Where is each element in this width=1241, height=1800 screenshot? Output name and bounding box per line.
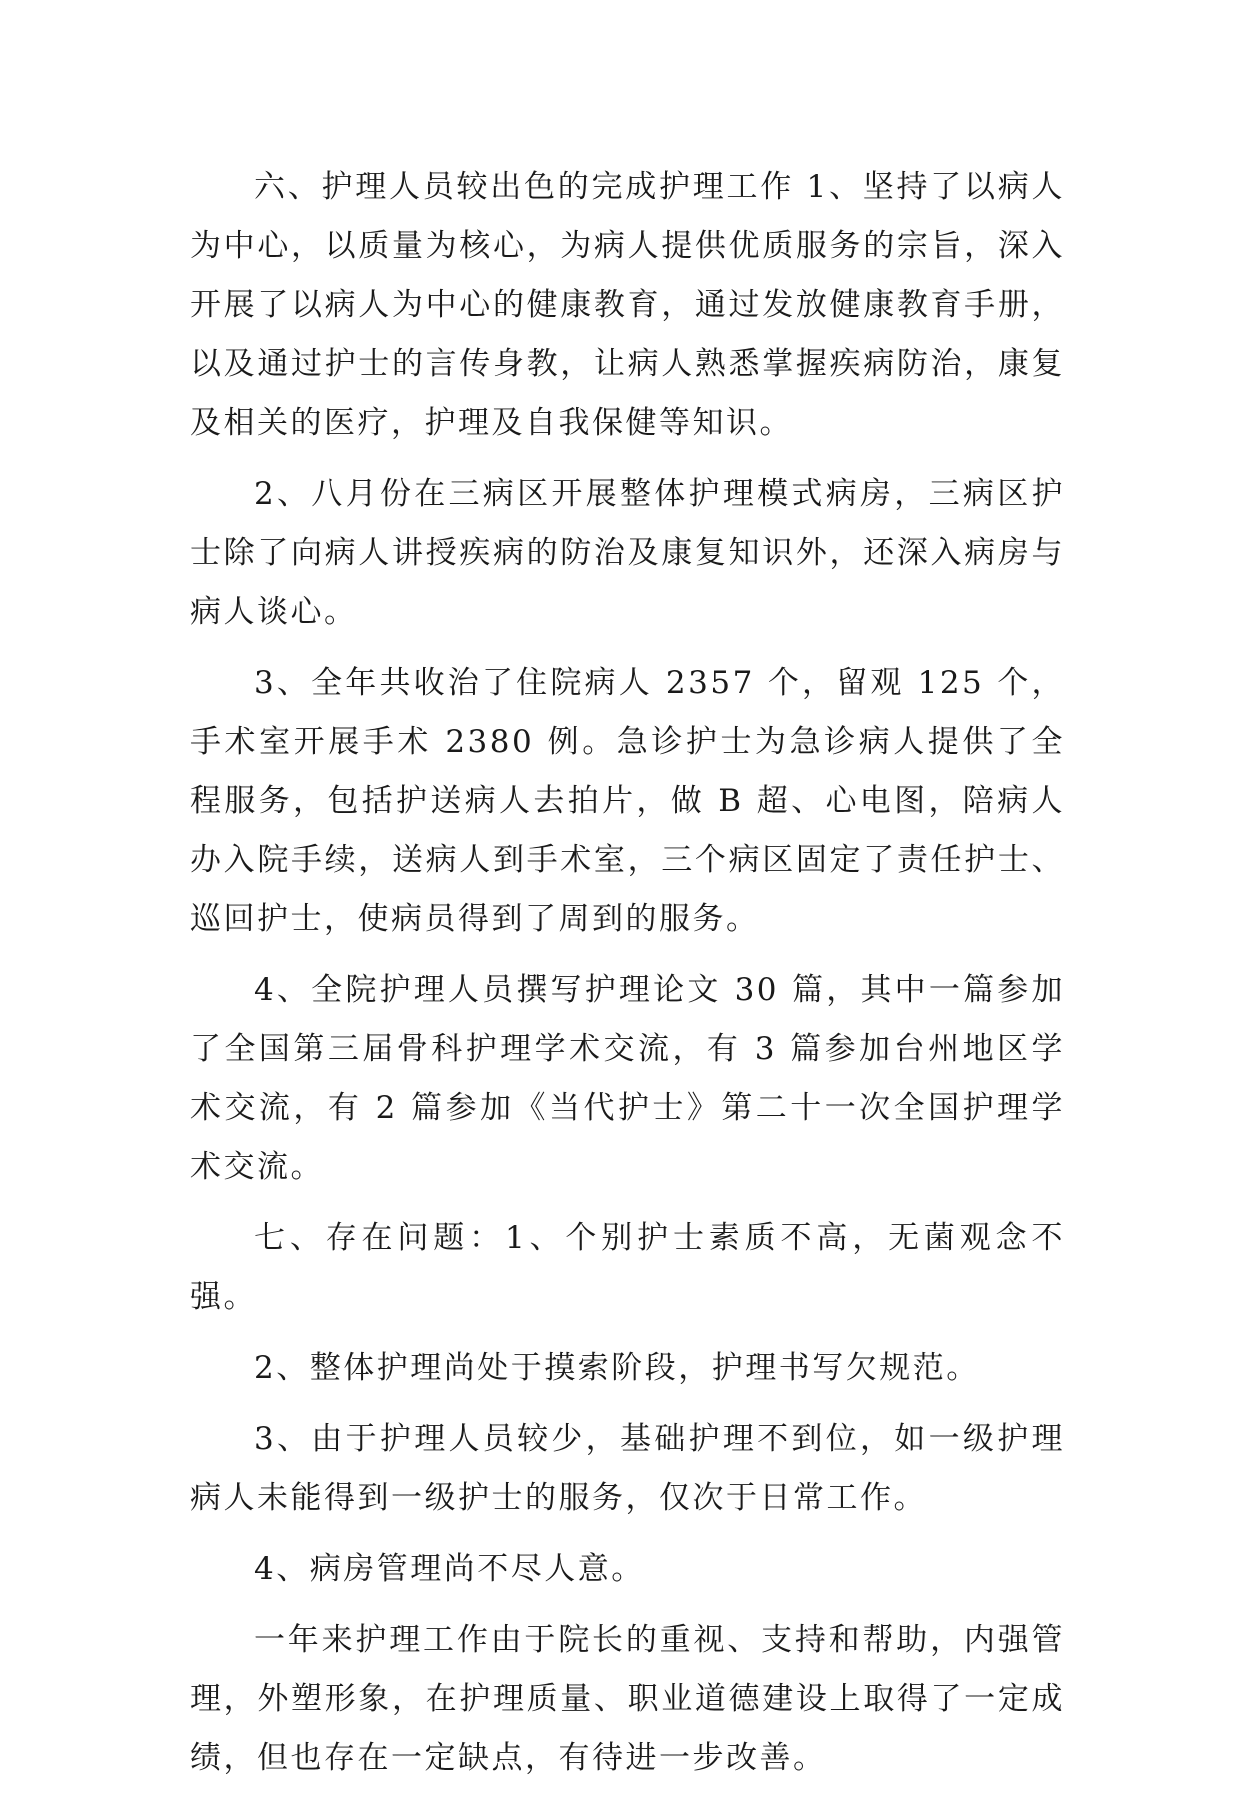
paragraph-ward-model: 2、八月份在三病区开展整体护理模式病房，三病区护士除了向病人讲授疾病的防治及康复知识外，还深入病房与病人谈心。 [190, 476, 1065, 630]
paragraph-annual-statistics: 3、全年共收治了住院病人 2357 个，留观 125 个，手术室开展手术 2380 例。急诊护士为急诊病人提供了全程服务，包括护送病人去拍片，做 B 超、心电图，陪病人办入院手续，送病人到手术室，三个病区固定了责任护士、巡回护士，使病员得到了周到的服务。 [190, 665, 1065, 937]
document-body [190, 158, 1065, 1800]
paragraph-problems-2: 2、整体护理尚处于摸索阶段，护理书写欠规范。 [254, 1350, 980, 1386]
paragraph-conclusion: 一年来护理工作由于院长的重视、支持和帮助，内强管理，外塑形象，在护理质量、职业道德建设上取得了一定成绩，但也存在一定缺点，有待进一步改善。 [190, 1622, 1065, 1776]
paragraph-nursing-achievements: 六、护理人员较出色的完成护理工作 1、坚持了以病人为中心，以质量为核心，为病人提供优质服务的宗旨，深入开展了以病人为中心的健康教育，通过发放健康教育手册，以及通过护士的言传身教，让病人熟悉掌握疾病防治，康复及相关的医疗，护理及自我保健等知识。 [190, 169, 1065, 441]
paragraph-papers: 4、全院护理人员撰写护理论文 30 篇，其中一篇参加了全国第三届骨科护理学术交流，有 3 篇参加台州地区学术交流，有 2 篇参加《当代护士》第二十一次全国护理学术交流。 [190, 972, 1065, 1185]
paragraph-problems-4: 4、病房管理尚不尽人意。 [254, 1551, 645, 1587]
paragraph-problems-3: 3、由于护理人员较少，基础护理不到位，如一级护理病人未能得到一级护士的服务，仅次于日常工作。 [190, 1421, 1065, 1516]
paragraph-problems-1: 七、存在问题：1、个别护士素质不高，无菌观念不强。 [190, 1220, 1065, 1315]
